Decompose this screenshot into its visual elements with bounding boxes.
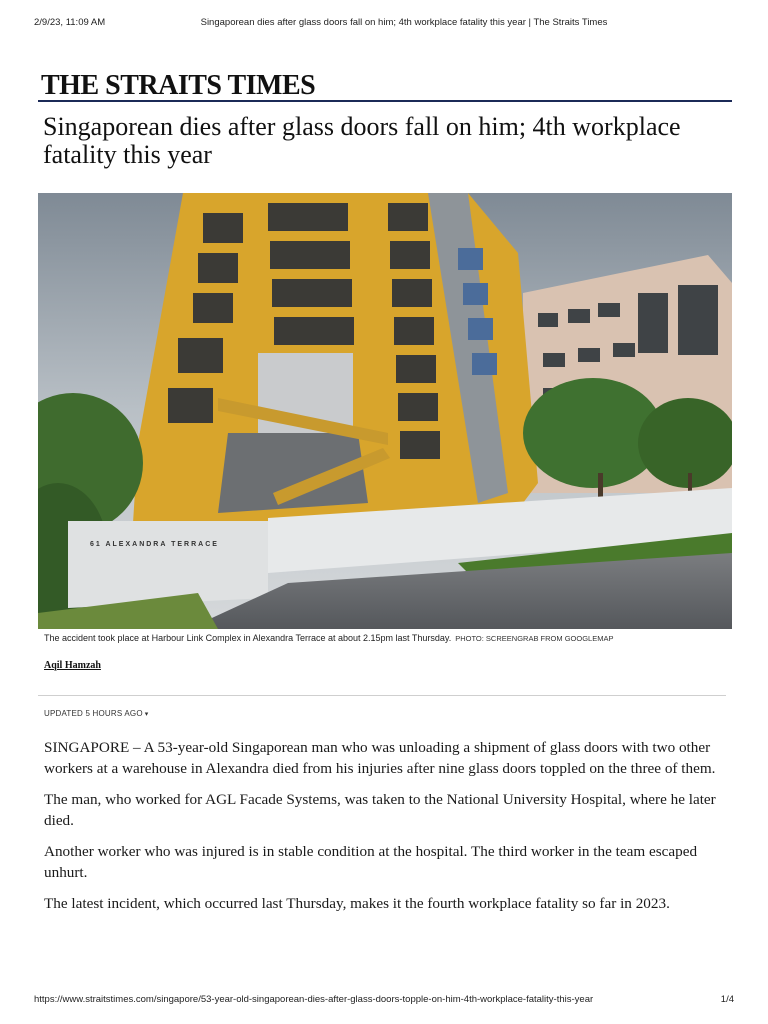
article-hero-image [38,193,732,629]
caret-down-icon: ▾ [144,710,149,718]
article-paragraph: SINGAPORE – A 53-year-old Singaporean man who was unloading a shipment of glass doors with two other workers at a warehouse in Alexandra died from his injuries after nine glass doors toppled on the three of them. [44,739,716,777]
article-headline: Singaporean dies after glass doors fall on him; 4th workplace fatality this year [43,112,681,169]
print-page-number: 1/4 [720,994,734,1005]
print-date: 2/9/23, 11:09 AM [34,17,106,28]
updated-label: UPDATED 5 HOURS AGO [44,709,143,718]
print-url: https://www.straitstimes.com/singapore/53-year-old-singaporean-dies-after-glass-doors-topple-on-him-4th-workplace-fatality-this-year [34,994,594,1005]
caption-text: The accident took place at Harbour Link Complex in Alexandra Terrace at about 2.15pm last Thursday. [44,633,452,643]
print-footer [34,994,734,1008]
image-caption [44,633,734,643]
article-paragraph: The man, who worked for AGL Facade Systems, was taken to the National University Hospital, where he later died. [44,791,716,829]
sign-text: 61 ALEXANDRA TERRACE [90,541,219,548]
article-paragraph: The latest incident, which occurred last Thursday, makes it the fourth workplace fatality so far in 2023. [44,895,670,912]
print-header [34,17,734,31]
site-logo[interactable]: THE STRAITS TIMES [41,70,316,101]
article-body [44,737,734,924]
updated-toggle[interactable] [44,709,149,718]
masthead[interactable] [38,70,732,102]
print-page-title: Singaporean dies after glass doors fall on him; 4th workplace fatality this year | The Straits Times [200,17,608,28]
article-paragraph: Another worker who was injured is in stable condition at the hospital. The third worker in the team escaped unhurt. [44,843,698,881]
author-link[interactable]: Aqil Hamzah [44,660,101,671]
photo-credit: PHOTO: SCREENGRAB FROM GOOGLEMAP [455,634,614,643]
divider [38,695,726,696]
